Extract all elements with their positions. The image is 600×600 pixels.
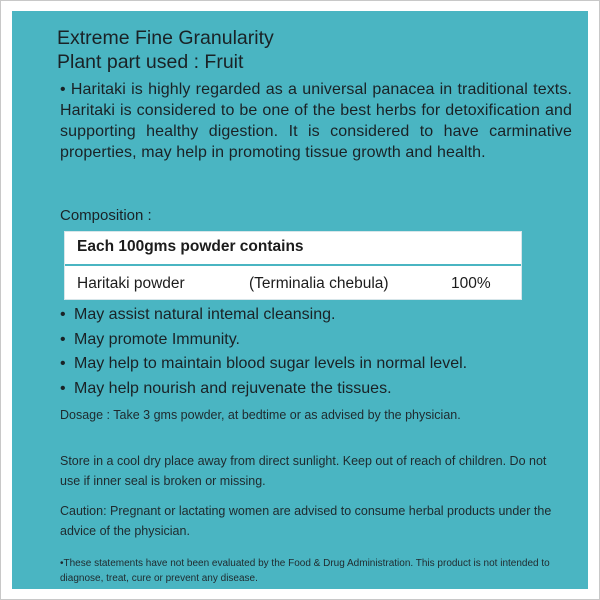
ingredient-botanical-name: (Terminalia chebula) [249, 275, 389, 292]
ingredient-name: Haritaki powder [77, 275, 185, 292]
composition-table-divider [65, 264, 521, 266]
benefits-list [60, 303, 580, 401]
description-paragraph: • Haritaki is highly regarded as a universal panacea in traditional texts. Haritaki is considered to be one of the best herbs for detoxification and supporting healthy digestion. It is considered to have carminative properties, may help in promoting tissue growth and health. [60, 81, 572, 161]
ingredient-percent: 100% [451, 275, 491, 292]
benefit-item: • May help nourish and rejuvenate the tissues. [60, 377, 580, 402]
fda-disclaimer: •These statements have not been evaluated by the Food & Drug Administration. This product is not intended to diagnose, treat, cure or prevent any disease. [60, 558, 550, 584]
benefit-item: • May help to maintain blood sugar levels in normal level. [60, 352, 580, 377]
granularity-heading: Extreme Fine Granularity [57, 27, 274, 49]
dosage-text: Dosage : Take 3 gms powder, at bedtime or as advised by the physician. [60, 408, 461, 422]
composition-table [64, 231, 522, 300]
composition-label: Composition : [60, 207, 152, 224]
caution-text: Caution: Pregnant or lactating women are advised to consume herbal products under the advice of the physician. [60, 504, 552, 538]
composition-table-row [77, 275, 491, 293]
composition-table-header: Each 100gms powder contains [77, 238, 304, 255]
benefit-item: • May promote Immunity. [60, 328, 580, 353]
plant-part-heading: Plant part used : Fruit [57, 51, 244, 73]
storage-text: Store in a cool dry place away from direct sunlight. Keep out of reach of children. Do not use if inner seal is broken or missing. [60, 454, 547, 488]
product-info-panel [12, 11, 588, 589]
benefit-item: • May assist natural intemal cleansing. [60, 303, 580, 328]
